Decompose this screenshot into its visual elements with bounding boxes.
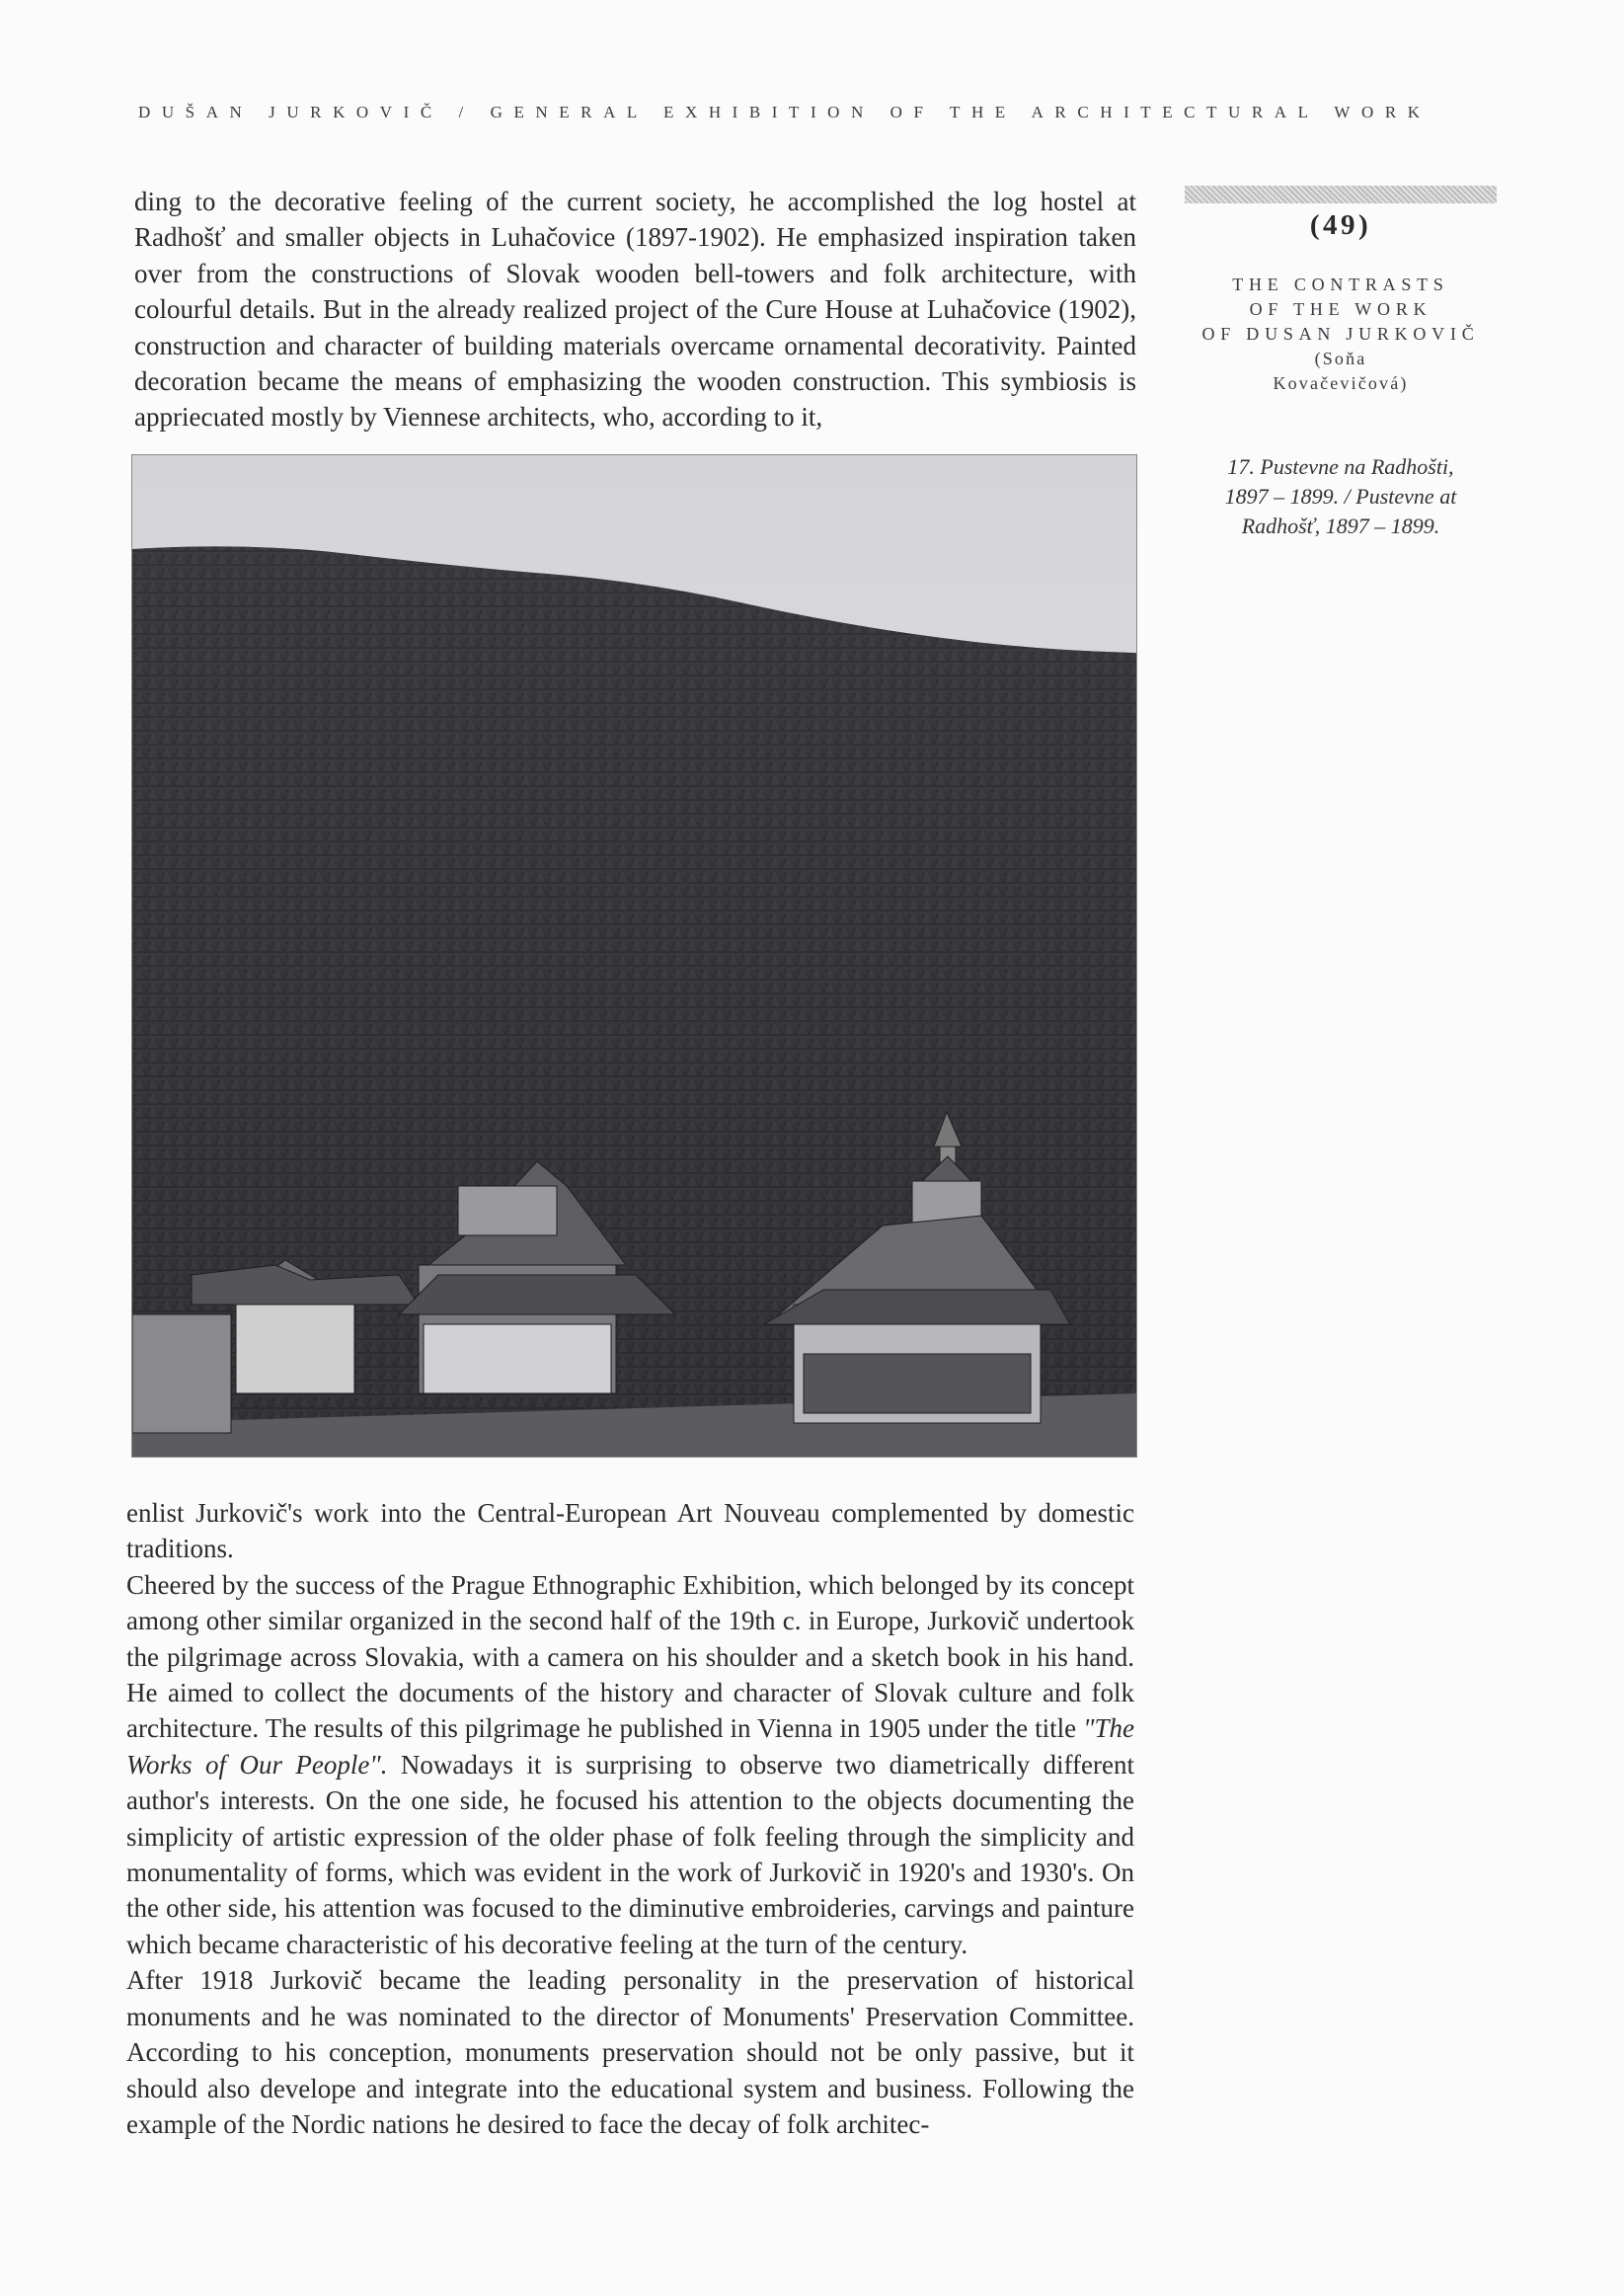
section-title-line2: OF THE WORK [1249,299,1432,319]
book-title: "The Works of Our People". [126,1713,1134,1780]
top-paragraph: ding to the decorative feeling of the current society, he accomplished the log hostel at Radhošť and smaller objects in Luhačovice (1897-1902). He emphasized inspiration taken over from the constructions of Slovak wooden bell-towers and folk architecture, with colourful details. But in the already realized project of the Cure House at Luhačovice (1902), construction and character of building materials overcame ornamental decorativity. Painted decoration became the means of emphasizing the wooden construction. This symbiosis is appriecιated mostly by Viennese architects, who, according to it, [134,187,1136,433]
figure-photo [131,454,1137,1458]
page-number: (49) [1309,209,1372,241]
photo-pustevne-radhost-icon [132,455,1136,1457]
running-head: DUŠAN JURKOVIČ / GENERAL EXHIBITION OF THE ARCHITECTURAL WORK [138,103,1431,121]
body-text-top [134,184,1136,435]
author-line1: (Soňa [1314,349,1367,368]
paragraph-3: After 1918 Jurkovič became the leading personality in the preservation of historical monuments and he was nominated to the director of Monuments' Preservation Committee. According to his conception, monuments preservation should not be only passive, but it should also develope and integrate into the educational system and business. Following the example of the Nordic nations he desired to face the decay of folk architec- [126,1965,1134,2139]
figure-caption [1195,452,1487,541]
section-rule [1185,186,1497,203]
section-title-line1: THE CONTRASTS [1232,275,1449,294]
caption-line2: 1897 – 1899. / Pustevne at [1224,484,1457,509]
section-title [1175,273,1507,396]
author-line2: Kovačevičová) [1273,373,1409,393]
section-title-line3: OF DUSAN JURKOVIČ [1201,324,1480,344]
paragraph-2-end: Nowadays it is surprising to observe two diametrically different author's interests. On the one side, he focused his attention to the objects documenting the simplicity of artistic expression of the older phase of folk feeling through the simplicity and monumentality of forms, which was evident in the work of Jurkovič in 1920's and 1930's. On the other side, his attention was focused to the diminutive embroideries, carvings and painture which became characteristic of his decorative feeling at the turn of the century. [126,1749,1134,1959]
caption-line1: 17. Pustevne na Radhošti, [1227,454,1454,479]
paragraph-2-start: Cheered by the success of the Prague Ethnographic Exhibition, which belonged by its concept among other similar organized in the second half of the 19th c. in Europe, Jurkovič undertook the pilgrimage across Slovakia, with a camera on his shoulder and a sketch book in his hand. He aimed to collect the documents of the history and character of Slovak culture and folk architecture. The results of this pilgrimage he published in Vienna in 1905 under the title [126,1569,1134,1744]
paragraph-1: enlist Jurkovič's work into the Central-European Art Nouveau complemented by domestic traditions. [126,1498,1134,1564]
paragraph-2 [126,1567,1134,1962]
body-text-bottom [126,1495,1134,2142]
caption-line3: Radhošť, 1897 – 1899. [1241,514,1440,538]
